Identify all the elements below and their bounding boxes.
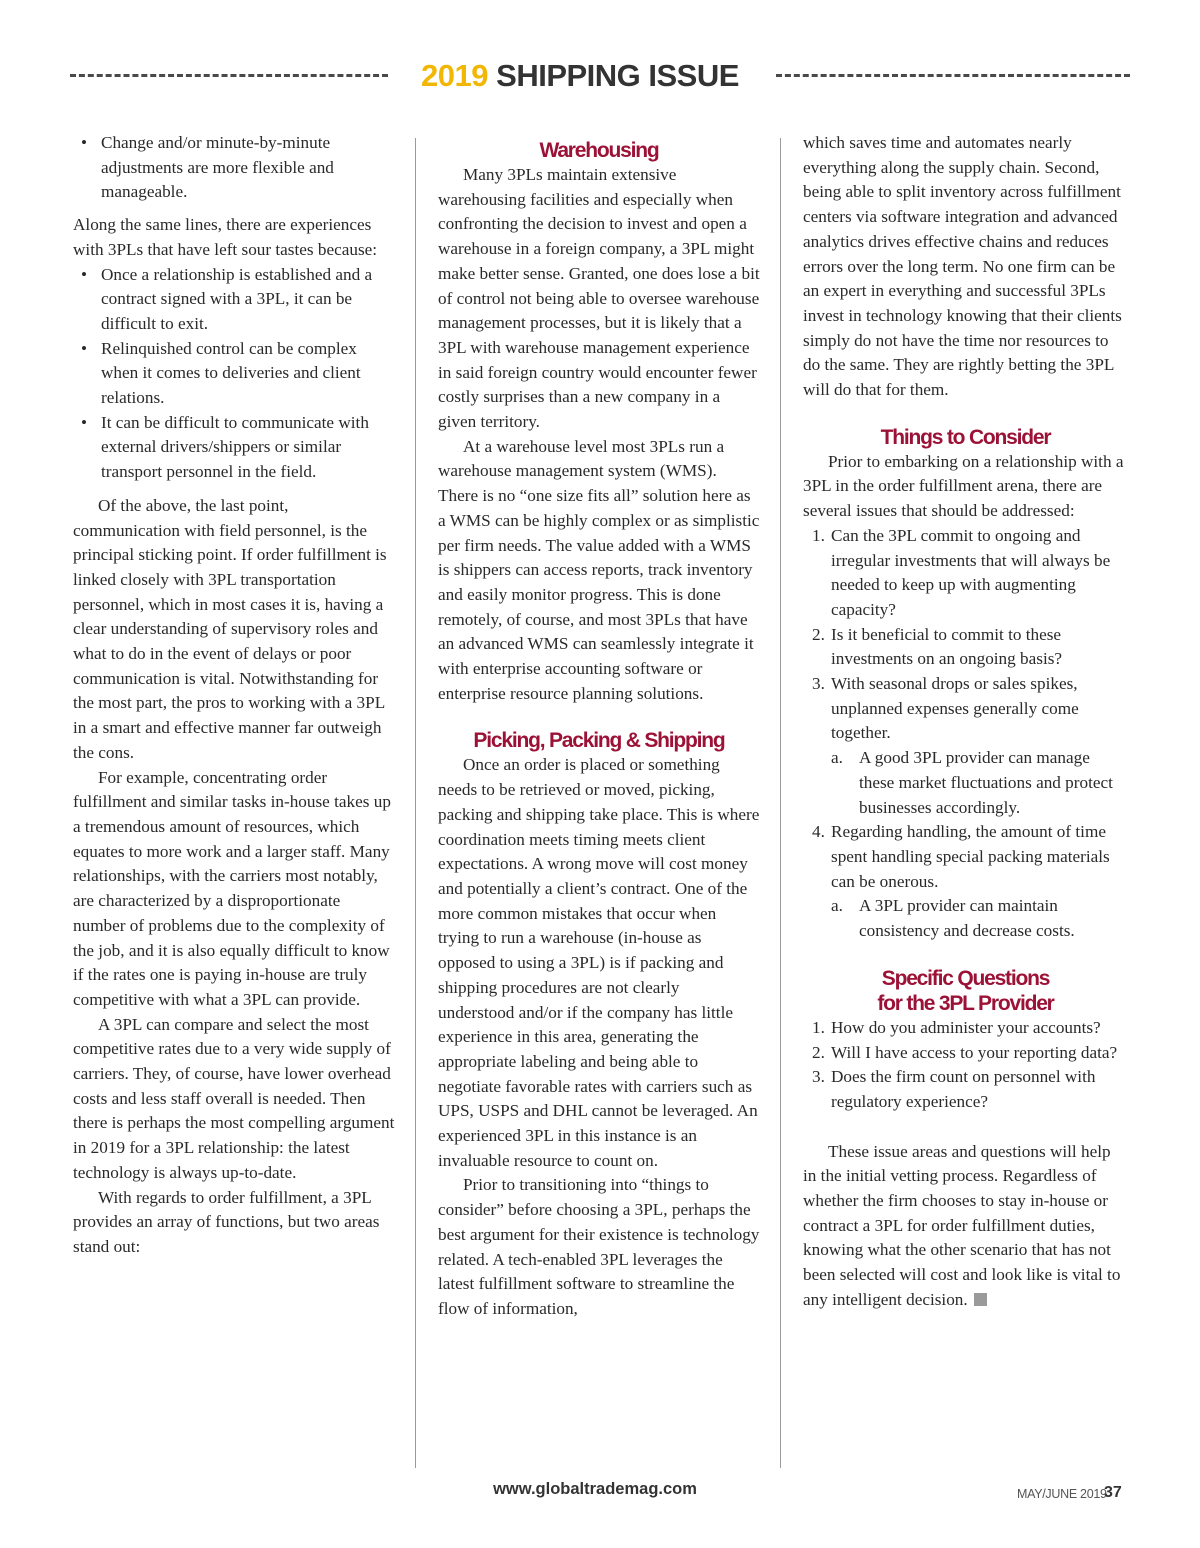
paragraph: which saves time and automates nearly everything along the supply chain. Second, being able to split inventory across fulfillment centers via software integration and advanced analytics drives effective chains and reduces errors over the long term. No one firm can be an expert in everything and successful 3PLs invest in technology knowing that their clients simply do not have the time nor resources to do the same. They are rightly betting the 3PL will do that for them. xyxy=(803,133,1122,400)
bullet-list xyxy=(73,131,395,205)
paragraph: Prior to transitioning into “things to consider” before choosing a 3PL, perhaps the best argument for their existence is technology related. A tech-enabled 3PL leverages the latest fulfillment software to streamline the flow of information, xyxy=(438,1175,760,1318)
column-divider xyxy=(780,138,781,1468)
footer-issue-date: MAY/JUNE 2019 xyxy=(1017,1487,1107,1501)
sub-list-item: a. A 3PL provider can maintain consistency and decrease costs. xyxy=(831,896,1075,941)
list-item: 3. Does the firm count on personnel with regulatory experience? xyxy=(812,1067,1096,1111)
bullet-list xyxy=(73,263,395,485)
heading-specific-questions: Specific Questions for the 3PL Provider xyxy=(877,966,1054,1015)
banner-dash-left xyxy=(70,74,388,77)
bullet-item: • Relinquished control can be complex when it comes to deliveries and client relations. xyxy=(101,337,395,411)
heading-picking-packing-shipping: Picking, Packing & Shipping xyxy=(473,729,725,753)
sub-list-item: a. A good 3PL provider can manage these market fluctuations and protect businesses accordingly. xyxy=(831,748,1113,817)
issue-title xyxy=(400,56,760,96)
list-item: 1. How do you administer your accounts? xyxy=(812,1017,1101,1037)
paragraph: Prior to embarking on a relationship with a 3PL in the order fulfillment arena, there are several issues that should be addressed: xyxy=(803,451,1124,521)
list-item: 4. Regarding handling, the amount of time spent handling special packing materials can be onerous. a. A 3PL provider can maintain consistency and decrease costs. xyxy=(831,820,1128,944)
paragraph: At a warehouse level most 3PLs run a warehouse management system (WMS). There is no “one size fits all” solution here as a WMS can be highly complex or as simplistic per firm needs. The value added with a WMS is shippers can access reports, track inventory and easily monitor progress. This is done remotely, of course, and most 3PLs that have an advanced WMS can seamlessly integrate it with enterprise accounting software or enterprise resource planning solutions. xyxy=(438,436,760,703)
page-number: 37 xyxy=(1104,1484,1122,1501)
footer-url: www.globaltrademag.com xyxy=(493,1480,697,1498)
list-item: 3. With seasonal drops or sales spikes, unplanned expenses generally come together. a. A good 3PL provider can manage these market fluctuations and protect businesses accordingly. xyxy=(831,672,1128,820)
paragraph: These issue areas and questions will help in the initial vetting process. Regardless of whether the firm chooses to stay in-house or contract a 3PL for order fulfillment duties, knowing what the other scenario that has not been selected will cost and look like is vital to any intelligent decision. xyxy=(803,1141,1121,1309)
list-item: 2. Is it beneficial to commit to these investments on an ongoing basis? xyxy=(812,624,1063,669)
paragraph: A 3PL can compare and select the most competitive rates due to a very wide supply of carriers. They, of course, have lower overhead costs and less staff overall is needed. Then there is perhaps the most compelling argument in 2019 for a 3PL relationship: the latest technology is always up-to-date. xyxy=(73,1014,395,1182)
column-2 xyxy=(438,131,760,1322)
paragraph: Once an order is placed or something needs to be retrieved or moved, picking, packing and shipping take place. This is where coordination meets timing meets client expectations. A wrong move will cost money and potentially a client’s contract. One of the more common mistakes that occur when trying to run a warehouse (in-house as opposed to using a 3PL) is if packing and shipping procedures are not clearly understood and/or if the company has little experience in this area, generating the appropriate labeling and being able to negotiate favorable rates with carriers such as UPS, USPS and DHL cannot be leveraged. An experienced 3PL in this instance is an invaluable resource to count on. xyxy=(438,755,760,1170)
bullet-item: • Once a relationship is established and a contract signed with a 3PL, it can be difficult to exit. xyxy=(101,263,395,337)
issue-year: 2019 xyxy=(421,58,489,93)
heading-warehousing: Warehousing xyxy=(539,139,659,162)
end-mark-icon xyxy=(974,1293,987,1306)
list-item: 2. Will I have access to your reporting data? xyxy=(812,1042,1118,1062)
column-3 xyxy=(803,131,1128,1313)
column-1 xyxy=(73,131,395,1260)
issue-title-text: SHIPPING ISSUE xyxy=(496,58,739,93)
paragraph: For example, concentrating order fulfillment and similar tasks in-house takes up a tremendous amount of resources, which equates to more work and a larger staff. Many relationships, with the carriers most notably, are characterized by a disproportionate number of problems due to the complexity of the job, and it is also equally difficult to know if the rates one is paying in-house are truly competitive with what a 3PL can provide. xyxy=(73,767,391,1009)
paragraph: Many 3PLs maintain extensive warehousing facilities and especially when confronting the decision to invest and open a warehouse in a foreign company, a 3PL might make better sense. Granted, one does lose a bit of control not being able to oversee warehouse management processes, but it is likely that a 3PL with warehouse management experience in said foreign country would encounter fewer costly surprises than a new company in a given territory. xyxy=(438,165,760,432)
paragraph: Of the above, the last point, communication with field personnel, is the principal sticking point. If order fulfillment is linked closely with 3PL transportation personnel, which in most cases it is, having a clear understanding of supervisory roles and what to do in the event of delays or poor communication is vital. Notwithstanding for the most part, the pros to working with a 3PL in a smart and effective manner far outweigh the cons. xyxy=(73,495,387,762)
considerations-list xyxy=(803,524,1128,944)
questions-list xyxy=(803,1016,1128,1115)
bullet-item: • Change and/or minute-by-minute adjustments are more flexible and manageable. xyxy=(101,131,395,205)
list-item: 1. Can the 3PL commit to ongoing and irregular investments that will always be needed to keep up with augmenting capacity? xyxy=(812,525,1111,619)
banner-dash-right xyxy=(776,74,1130,77)
paragraph: With regards to order fulfillment, a 3PL provides an array of functions, but two areas stand out: xyxy=(73,1187,380,1256)
heading-things-to-consider: Things to Consider xyxy=(880,425,1051,449)
bullet-item: • It can be difficult to communicate with external drivers/shippers or similar transport personnel in the field. xyxy=(101,411,395,485)
paragraph: Along the same lines, there are experiences with 3PLs that have left sour tastes because: xyxy=(73,215,378,259)
issue-banner xyxy=(70,56,1130,96)
column-divider xyxy=(415,138,416,1468)
